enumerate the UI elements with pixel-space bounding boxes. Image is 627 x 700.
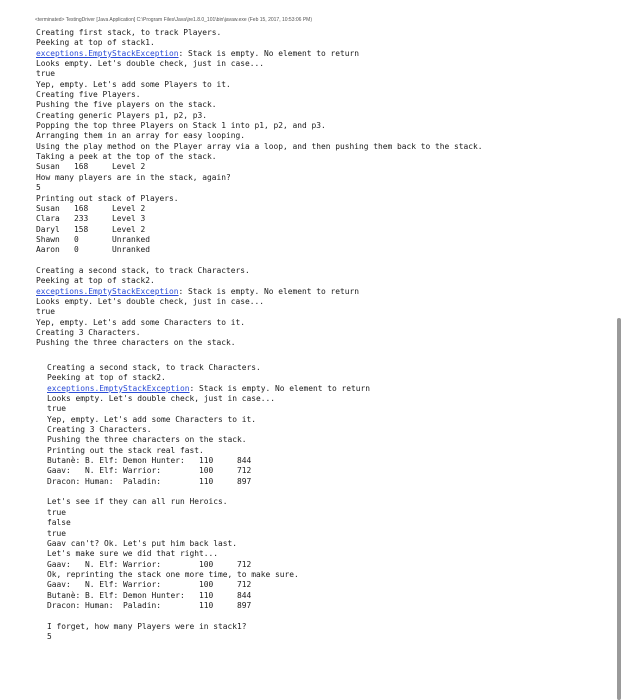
console-line-text: Susan 168 Level 2 [36,203,146,213]
console-line [47,446,370,456]
console-line [47,384,370,394]
console-line [36,214,483,224]
console-line [36,307,483,317]
console-line-text: Creating five Players. [36,90,141,100]
console-line [47,549,370,559]
console-line [36,183,483,193]
console-line [36,173,483,183]
console-line [36,59,483,69]
console-line [47,591,370,601]
console-line-text: Butanè: B. Elf: Demon Hunter: 110 844 [47,456,252,466]
console-line [47,601,370,611]
console-line [47,611,370,621]
console-line-text: Gaav: N. Elf: Warrior: 100 712 [47,466,252,476]
console-line [47,622,370,632]
console-line-text: Shawn 0 Unranked [36,234,151,244]
console-line [47,487,370,497]
console-line [36,111,483,121]
console-line [36,245,483,255]
console-line [47,560,370,570]
console-line-text: Ok, reprinting the stack one more time, to make sure. [47,569,299,579]
console-line [47,466,370,476]
console-line [47,394,370,404]
console-line-text: true [47,404,67,414]
console-line-text: Butanè: B. Elf: Demon Hunter: 110 844 [47,590,252,600]
console-line-text: Creating 3 Characters. [47,425,152,435]
console-line-text: Aaron 0 Unranked [36,245,151,255]
console-line [36,194,483,204]
console-line [36,328,483,338]
console-line-text: : Stack is empty. No element to return [189,383,371,393]
console-line-text: Creating 3 Characters. [36,327,141,337]
console-line-text: Printing out stack of Players. [36,193,179,203]
console-line [47,632,370,642]
console-line [47,570,370,580]
console-line [36,204,483,214]
console-line-text: 5 [36,183,41,193]
console-line [47,497,370,507]
exception-link[interactable]: exceptions.EmptyStackException [47,383,190,393]
console-line-text: How many players are in the stack, again? [36,172,231,182]
console-line-text: : Stack is empty. No element to return [178,286,360,296]
console-line [47,529,370,539]
console-line [36,276,483,286]
console-line-text: Gaav: N. Elf: Warrior: 100 712 [47,580,252,590]
console-line [47,435,370,445]
console-line-text: 5 [47,631,52,641]
console-line [36,142,483,152]
console-line [47,373,370,383]
console-line [36,69,483,79]
console-line [36,297,483,307]
console-line [47,363,370,373]
console-line-text: Peeking at top of stack2. [47,373,166,383]
console-line-text: Peeking at top of stack2. [36,276,155,286]
console-line-text: Looks empty. Let's double check, just in case... [47,394,276,404]
console-line-text: Pushing the three characters on the stack. [36,338,236,348]
console-line [47,477,370,487]
console-line-text: Creating a second stack, to track Characters. [36,265,250,275]
console-line-text: Dracon: Human: Paladin: 110 897 [47,476,252,486]
console-line-text: Popping the top three Players on Stack 1 into p1, p2, and p3. [36,121,326,131]
console-line [36,28,483,38]
console-line-text: true [36,307,56,317]
console-line [36,49,483,59]
console-output-secondary [47,363,370,642]
console-line-text: true [47,528,67,538]
console-line-text: Printing out the stack real fast. [47,445,204,455]
console-line-text: I forget, how many Players were in stack1? [47,621,247,631]
vertical-scrollbar[interactable] [617,318,621,700]
console-line [36,121,483,131]
console-line [36,38,483,48]
console-line [36,131,483,141]
console-line-text: Dracon: Human: Paladin: 110 897 [47,600,252,610]
console-line [36,162,483,172]
console-line-text: Susan 168 Level 2 [36,162,146,172]
console-line [47,508,370,518]
console-line-text: Looks empty. Let's double check, just in case... [36,296,265,306]
console-line [47,539,370,549]
console-line-text: Daryl 158 Level 2 [36,224,146,234]
console-line-text: Clara 233 Level 3 [36,214,146,224]
console-output-primary [36,28,483,349]
console-title: <terminated> TestingDriver [Java Application] C:\Program Files\Java\jre1.8.0_101\bin\javaw.exe (Feb 15, 2017, 10:53:06 PM) [35,17,313,23]
console-line-text: Yep, empty. Let's add some Players to it. [36,79,231,89]
console-line [36,80,483,90]
console-line [36,225,483,235]
console-line [36,287,483,297]
console-line-text: Creating a second stack, to track Characters. [47,363,261,372]
console-line-text: Gaav can't? Ok. Let's put him back last. [47,538,238,548]
console-line-text: true [47,507,67,517]
console-line-text: Creating first stack, to track Players. [36,28,222,37]
console-line-text: Pushing the three characters on the stack. [47,435,247,445]
console-line [36,100,483,110]
exception-link[interactable]: exceptions.EmptyStackException [36,48,179,58]
console-line-text: Gaav: N. Elf: Warrior: 100 712 [47,559,252,569]
console-line [36,338,483,348]
console-line-text: Yep, empty. Let's add some Characters to it. [36,317,246,327]
console-line [36,152,483,162]
console-line [36,90,483,100]
console-line-text: Looks empty. Let's double check, just in case... [36,59,265,69]
console-line [36,318,483,328]
console-line-text: Using the play method on the Player array via a loop, and then pushing them back to the stack. [36,141,483,151]
console-line-text: Yep, empty. Let's add some Characters to it. [47,414,257,424]
console-line-text: Taking a peek at the top of the stack. [36,152,217,162]
console-line [47,404,370,414]
console-line [47,456,370,466]
console-line [47,415,370,425]
console-line-text: : Stack is empty. No element to return [178,48,360,58]
console-line [36,235,483,245]
console-line [47,518,370,528]
console-line-text: Arranging them in an array for easy looping. [36,131,246,141]
console-line [36,266,483,276]
exception-link[interactable]: exceptions.EmptyStackException [36,286,179,296]
console-line [47,580,370,590]
console-line-text: Let's see if they can all run Heroics. [47,497,228,507]
console-line-text: Pushing the five players on the stack. [36,100,217,110]
console-line-text: false [47,518,71,528]
console-line [36,256,483,266]
console-line [47,425,370,435]
console-line-text: Creating generic Players p1, p2, p3. [36,110,208,120]
console-line-text: Let's make sure we did that right... [47,549,219,559]
console-line-text: Peeking at top of stack1. [36,38,155,48]
console-line-text: true [36,69,56,79]
